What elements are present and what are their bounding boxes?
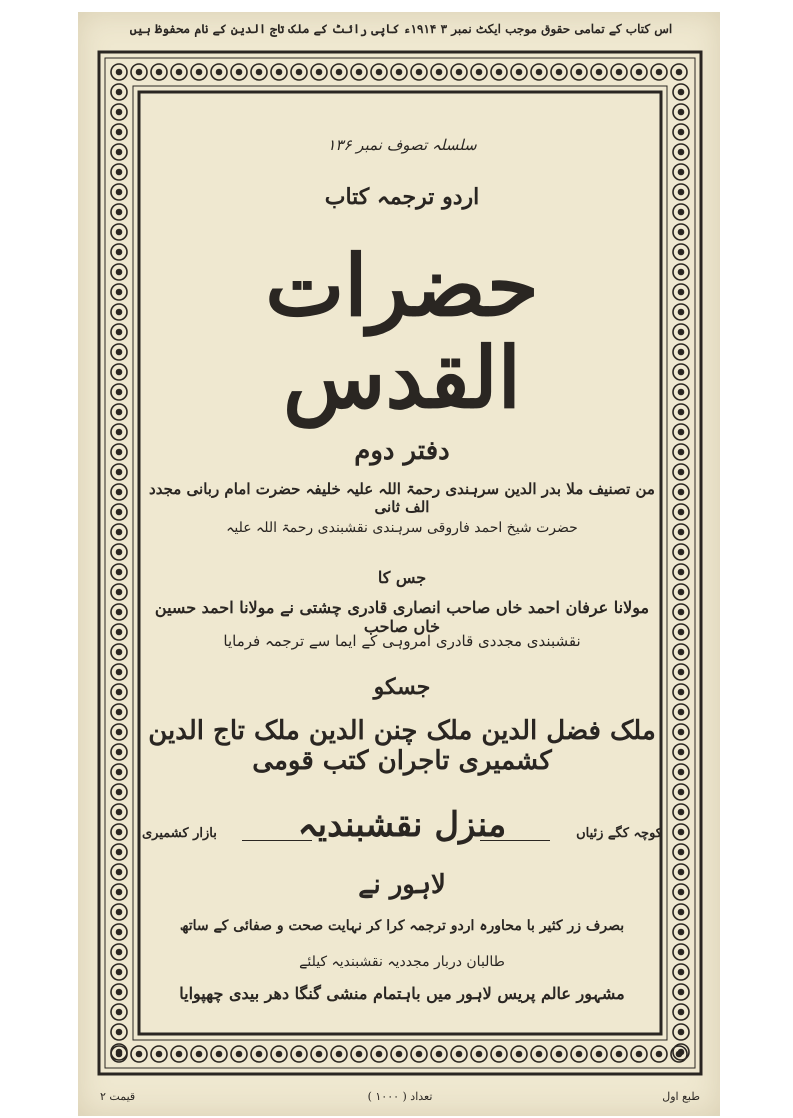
border-ornament-dot [317,1052,322,1057]
border-ornament-dot [117,450,122,455]
border-ornament-dot [679,890,684,895]
border-ornament-dot [117,230,122,235]
border-ornament-dot [117,1030,122,1035]
title-page-body [142,118,662,1038]
border-ornament-dot [117,310,122,315]
jisko-label: جسکو [373,674,431,700]
border-ornament-dot [679,510,684,515]
border-ornament-dot [679,370,684,375]
border-ornament-dot [137,70,142,75]
border-ornament-dot [497,1052,502,1057]
border-ornament-dot [457,1052,462,1057]
border-ornament-dot [117,110,122,115]
translator-line-1: مولانا عرفان احمد خاں صاحب انصاری قادری چشتی نے مولانا احمد حسین خاں صاحب [154,598,650,636]
border-ornament-dot [679,350,684,355]
border-ornament-dot [417,70,422,75]
border-ornament-dot [197,1052,202,1057]
copyright-notice: اس کتاب کے تمامی حقوق موجب ایکٹ نمبر ۳ ۱۹۱۴ء کاپی رائٹ کے ملک تاج الدین کے نام محفوظ ہیں [129,22,673,36]
border-ornament-dot [377,1052,382,1057]
border-ornament-dot [117,550,122,555]
border-ornament-dot [679,330,684,335]
border-ornament-dot [679,590,684,595]
border-ornament-dot [679,190,684,195]
border-ornament-dot [679,470,684,475]
border-ornament-dot [679,130,684,135]
border-ornament-dot [679,810,684,815]
address-street: کوچہ کگے زئیاں [576,826,662,841]
border-ornament-dot [117,770,122,775]
border-ornament-dot [679,1010,684,1015]
border-ornament-dot [357,70,362,75]
border-ornament-dot [637,1052,642,1057]
border-ornament-dot [117,290,122,295]
border-ornament-dot [397,70,402,75]
border-ornament-dot [117,1010,122,1015]
border-ornament-dot [637,70,642,75]
border-ornament-dot [377,70,382,75]
border-ornament-dot [277,70,282,75]
border-ornament-dot [237,1052,242,1057]
border-ornament-dot [679,210,684,215]
border-ornament-dot [117,350,122,355]
border-ornament-dot [117,890,122,895]
border-ornament-dot [679,990,684,995]
border-ornament-dot [117,150,122,155]
border-ornament-dot [117,70,122,75]
border-ornament-dot [117,650,122,655]
border-ornament-dot [657,70,662,75]
border-ornament-dot [679,230,684,235]
border-ornament-dot [317,70,322,75]
border-ornament-dot [597,1052,602,1057]
border-ornament-dot [517,70,522,75]
border-ornament-dot [117,630,122,635]
border-ornament-dot [117,1050,122,1055]
border-ornament-dot [679,150,684,155]
border-ornament-dot [679,670,684,675]
audience-line: طالبان دربار مجددیہ نقشبندیہ کیلئے [299,954,505,970]
border-ornament-dot [117,490,122,495]
border-ornament-dot [679,950,684,955]
border-ornament-dot [679,910,684,915]
jiska-label: جس کا [377,568,427,587]
border-ornament-dot [477,70,482,75]
border-ornament-dot [257,70,262,75]
border-ornament-dot [679,790,684,795]
series-number: سلسلہ تصوف نمبر ۱۳۶ [327,136,477,154]
border-ornament-dot [357,1052,362,1057]
border-ornament-dot [117,590,122,595]
border-ornament-dot [679,1050,684,1055]
border-ornament-dot [679,750,684,755]
border-ornament-dot [497,70,502,75]
address-row [142,804,662,854]
border-ornament-dot [679,630,684,635]
border-ornament-dot [677,70,682,75]
border-ornament-dot [679,550,684,555]
border-ornament-dot [597,70,602,75]
border-ornament-dot [137,1052,142,1057]
border-ornament-dot [117,210,122,215]
address-bazaar: بازار کشمیری [142,826,217,841]
border-ornament-dot [679,770,684,775]
border-ornament-dot [679,390,684,395]
subtitle: اردو ترجمہ کتاب [324,184,480,210]
border-ornament-dot [397,1052,402,1057]
border-ornament-dot [117,610,122,615]
border-ornament-dot [679,410,684,415]
border-ornament-dot [537,70,542,75]
border-ornament-dot [117,990,122,995]
border-ornament-dot [437,70,442,75]
address-dash-left [242,840,312,841]
border-ornament-dot [117,570,122,575]
border-ornament-dot [617,70,622,75]
border-ornament-dot [679,850,684,855]
border-ornament-dot [117,670,122,675]
border-ornament-dot [117,370,122,375]
border-ornament-dot [679,710,684,715]
border-ornament-dot [517,1052,522,1057]
border-ornament-dot [117,690,122,695]
border-ornament-dot [679,310,684,315]
border-ornament-dot [457,70,462,75]
border-ornament-dot [679,450,684,455]
border-ornament-dot [117,710,122,715]
volume-label: دفتر دوم [354,436,450,466]
border-ornament-dot [657,1052,662,1057]
border-ornament-dot [117,250,122,255]
border-ornament-dot [117,390,122,395]
border-ornament-dot [157,70,162,75]
border-ornament-dot [117,830,122,835]
border-ornament-dot [277,1052,282,1057]
border-ornament-dot [117,790,122,795]
border-ornament-dot [679,530,684,535]
border-ornament-dot [117,270,122,275]
border-ornament-dot [157,1052,162,1057]
border-ornament-dot [679,110,684,115]
border-ornament-dot [197,70,202,75]
border-ornament-dot [557,70,562,75]
border-ornament-dot [297,1052,302,1057]
border-ornament-dot [117,170,122,175]
print-run: تعداد ( ۱۰۰۰ ) [367,1090,433,1103]
border-ornament-dot [577,1052,582,1057]
press-line: مشہور عالم پریس لاہور میں باہتمام منشی گنگا دھر بیدی چھپوایا [179,984,625,1003]
border-ornament-dot [679,1030,684,1035]
border-ornament-dot [557,1052,562,1057]
border-ornament-dot [477,1052,482,1057]
publisher-names: ملک فضل الدین ملک چنن الدین ملک تاج الدین کشمیری تاجران کتب قومی [148,716,656,776]
border-ornament-dot [117,950,122,955]
border-ornament-dot [679,430,684,435]
border-ornament-dot [177,70,182,75]
border-ornament-dot [117,910,122,915]
author-line-2: حضرت شیخ احمد فاروقی سرہندی نقشبندی رحمۃ اللہ علیہ [226,520,578,536]
border-ornament-dot [117,750,122,755]
border-ornament-dot [679,170,684,175]
border-ornament-dot [117,470,122,475]
border-ornament-dot [679,90,684,95]
border-ornament-dot [679,610,684,615]
border-ornament-dot [117,410,122,415]
border-ornament-dot [237,70,242,75]
border-ornament-dot [117,850,122,855]
border-ornament-dot [437,1052,442,1057]
border-ornament-dot [117,330,122,335]
book-title: حضرات القدس [265,236,539,428]
border-ornament-dot [297,70,302,75]
border-ornament-dot [537,1052,542,1057]
border-ornament-dot [117,430,122,435]
border-ornament-dot [117,730,122,735]
border-ornament-dot [679,570,684,575]
border-ornament-dot [337,70,342,75]
border-ornament-dot [679,970,684,975]
address-house: منزل نقشبندیہ [297,805,507,845]
city-name: لاہور نے [358,870,446,900]
border-ornament-dot [117,810,122,815]
border-ornament-dot [117,190,122,195]
border-ornament-dot [617,1052,622,1057]
border-ornament-dot [417,1052,422,1057]
border-ornament-dot [177,1052,182,1057]
border-ornament-dot [679,250,684,255]
border-ornament-dot [117,970,122,975]
author-line-1: من تصنیف ملا بدر الدین سرہندی رحمۃ اللہ علیہ خلیفہ حضرت امام ربانی مجدد الف ثانی [149,480,655,516]
edition-number: طبع اول [662,1090,700,1103]
border-ornament-dot [117,870,122,875]
border-ornament-dot [117,90,122,95]
border-ornament-dot [217,1052,222,1057]
border-ornament-dot [257,1052,262,1057]
border-ornament-dot [217,70,222,75]
border-ornament-dot [337,1052,342,1057]
border-ornament-dot [117,930,122,935]
border-ornament-dot [577,70,582,75]
border-ornament-dot [679,290,684,295]
bottom-bar [100,1088,700,1108]
border-ornament-dot [117,510,122,515]
border-ornament-dot [679,490,684,495]
border-ornament-dot [679,270,684,275]
border-ornament-dot [679,830,684,835]
translator-line-2: نقشبندی مجددی قادری امروہی کے ایما سے ترجمہ فرمایا [223,632,581,650]
border-ornament-dot [679,870,684,875]
border-ornament-dot [679,930,684,935]
border-ornament-dot [679,730,684,735]
border-ornament-dot [679,690,684,695]
border-ornament-dot [679,650,684,655]
border-ornament-dot [117,530,122,535]
price: قیمت ۲ [100,1090,136,1103]
edition-line: بصرف زر کثیر با محاورہ اردو ترجمہ کرا کر نہایت صحت و صفائی کے ساتھ [179,918,625,934]
border-ornament-dot [117,130,122,135]
